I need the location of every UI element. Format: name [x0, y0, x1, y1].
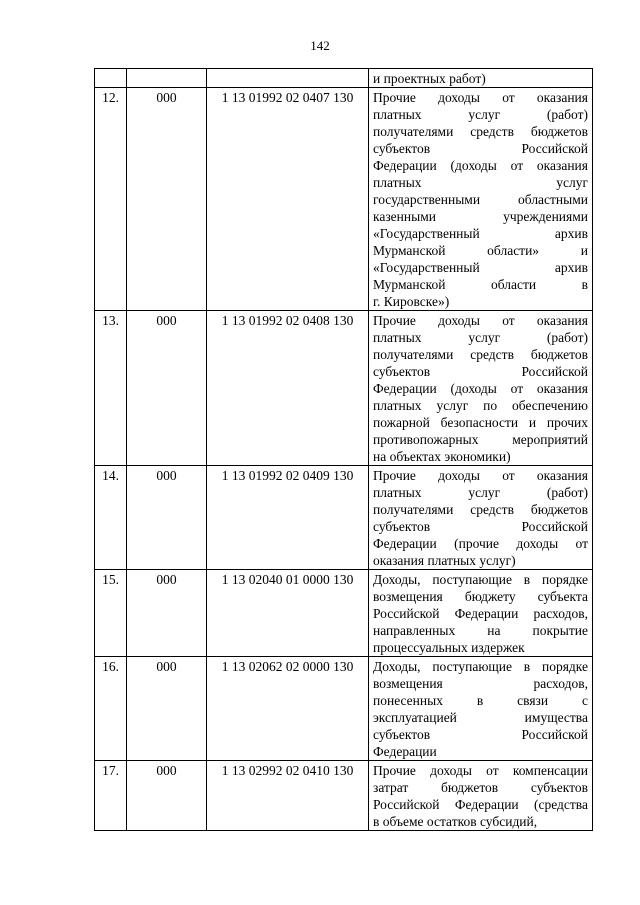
description-line: эксплуатацией имущества — [373, 710, 588, 725]
budget-classification-code-cell: 1 13 01992 02 0407 130 — [207, 88, 369, 311]
description-line: платных услуг (работ) — [373, 107, 588, 122]
budget-classification-code-cell: 1 13 01992 02 0409 130 — [207, 466, 369, 570]
table-row — [95, 657, 593, 761]
description-line: пожарной безопасности и прочих — [373, 415, 588, 430]
description-line: субъектов Российской — [373, 141, 588, 156]
description-line: Федерации (прочие доходы от — [373, 536, 588, 551]
description-line: Федерации (доходы от оказания — [373, 381, 588, 396]
row-number-cell — [95, 69, 127, 88]
row-number-cell: 17. — [95, 761, 127, 831]
row-number-cell: 12. — [95, 88, 127, 311]
description-line: Прочие доходы от компенсации — [373, 763, 588, 778]
description-line: направленных на покрытие — [373, 623, 588, 638]
description-line: Доходы, поступающие в порядке — [373, 659, 588, 674]
description-line: субъектов Российской — [373, 519, 588, 534]
description-line: Прочие доходы от оказания — [373, 313, 588, 328]
revenue-description-cell — [369, 69, 593, 88]
description-line: затрат бюджетов субъектов — [373, 780, 588, 795]
budget-classification-code-cell: 1 13 02992 02 0410 130 — [207, 761, 369, 831]
description-line: понесенных в связи с — [373, 693, 588, 708]
description-line: на объектах экономики) — [373, 449, 511, 464]
description-line: возмещения расходов, — [373, 676, 588, 691]
revenue-description-cell — [369, 466, 593, 570]
row-number-cell: 15. — [95, 570, 127, 657]
description-line: возмещения бюджету субъекта — [373, 589, 588, 604]
revenue-description-cell — [369, 311, 593, 466]
description-line: Российской Федерации (средства — [373, 797, 588, 812]
description-line: в объеме остатков субсидий, — [373, 814, 538, 829]
table-row — [95, 570, 593, 657]
description-line: процессуальных издержек — [373, 640, 525, 655]
table-body — [95, 69, 593, 831]
administrator-code-cell: 000 — [127, 88, 207, 311]
budget-classification-code-cell: 1 13 02062 02 0000 130 — [207, 657, 369, 761]
budget-classification-code-cell: 1 13 02040 01 0000 130 — [207, 570, 369, 657]
administrator-code-cell — [127, 69, 207, 88]
administrator-code-cell: 000 — [127, 570, 207, 657]
description-line: «Государственный архив — [373, 226, 588, 241]
description-line: получателями средств бюджетов — [373, 124, 588, 139]
description-line: казенными учреждениями — [373, 209, 588, 224]
description-line: платных услуг по обеспечению — [373, 398, 588, 413]
description-line: Федерации — [373, 744, 437, 759]
row-number-cell: 14. — [95, 466, 127, 570]
description-line: Российской Федерации расходов, — [373, 606, 588, 621]
description-line: платных услуг (работ) — [373, 485, 588, 500]
row-number-cell: 13. — [95, 311, 127, 466]
description-line: «Государственный архив — [373, 260, 588, 275]
description-line: Доходы, поступающие в порядке — [373, 572, 588, 587]
revenue-table — [94, 68, 593, 831]
budget-classification-code-cell: 1 13 01992 02 0408 130 — [207, 311, 369, 466]
description-line: г. Кировске») — [373, 294, 450, 309]
description-line: оказания платных услуг) — [373, 553, 516, 568]
revenue-description-cell — [369, 88, 593, 311]
administrator-code-cell: 000 — [127, 311, 207, 466]
description-line: получателями средств бюджетов — [373, 502, 588, 517]
description-line: платных услуг — [373, 175, 588, 190]
row-number-cell: 16. — [95, 657, 127, 761]
table-row — [95, 311, 593, 466]
revenue-description-cell — [369, 657, 593, 761]
table-row — [95, 761, 593, 831]
description-line: субъектов Российской — [373, 727, 588, 742]
description-line: противопожарных мероприятий — [373, 432, 588, 447]
description-line: Мурманской области в — [373, 277, 588, 292]
budget-classification-code-cell — [207, 69, 369, 88]
page-number: 142 — [310, 38, 330, 53]
administrator-code-cell: 000 — [127, 657, 207, 761]
description-line: государственными областными — [373, 192, 588, 207]
table-row — [95, 88, 593, 311]
description-line: Мурманской области» и — [373, 243, 588, 258]
description-line: Прочие доходы от оказания — [373, 90, 588, 105]
description-line: и проектных работ) — [373, 71, 486, 86]
revenue-description-cell — [369, 570, 593, 657]
description-line: получателями средств бюджетов — [373, 347, 588, 362]
description-line: Федерации (доходы от оказания — [373, 158, 588, 173]
table-row — [95, 69, 593, 88]
description-line: Прочие доходы от оказания — [373, 468, 588, 483]
description-line: платных услуг (работ) — [373, 330, 588, 345]
administrator-code-cell: 000 — [127, 761, 207, 831]
description-line: субъектов Российской — [373, 364, 588, 379]
revenue-description-cell — [369, 761, 593, 831]
administrator-code-cell: 000 — [127, 466, 207, 570]
table-row — [95, 466, 593, 570]
